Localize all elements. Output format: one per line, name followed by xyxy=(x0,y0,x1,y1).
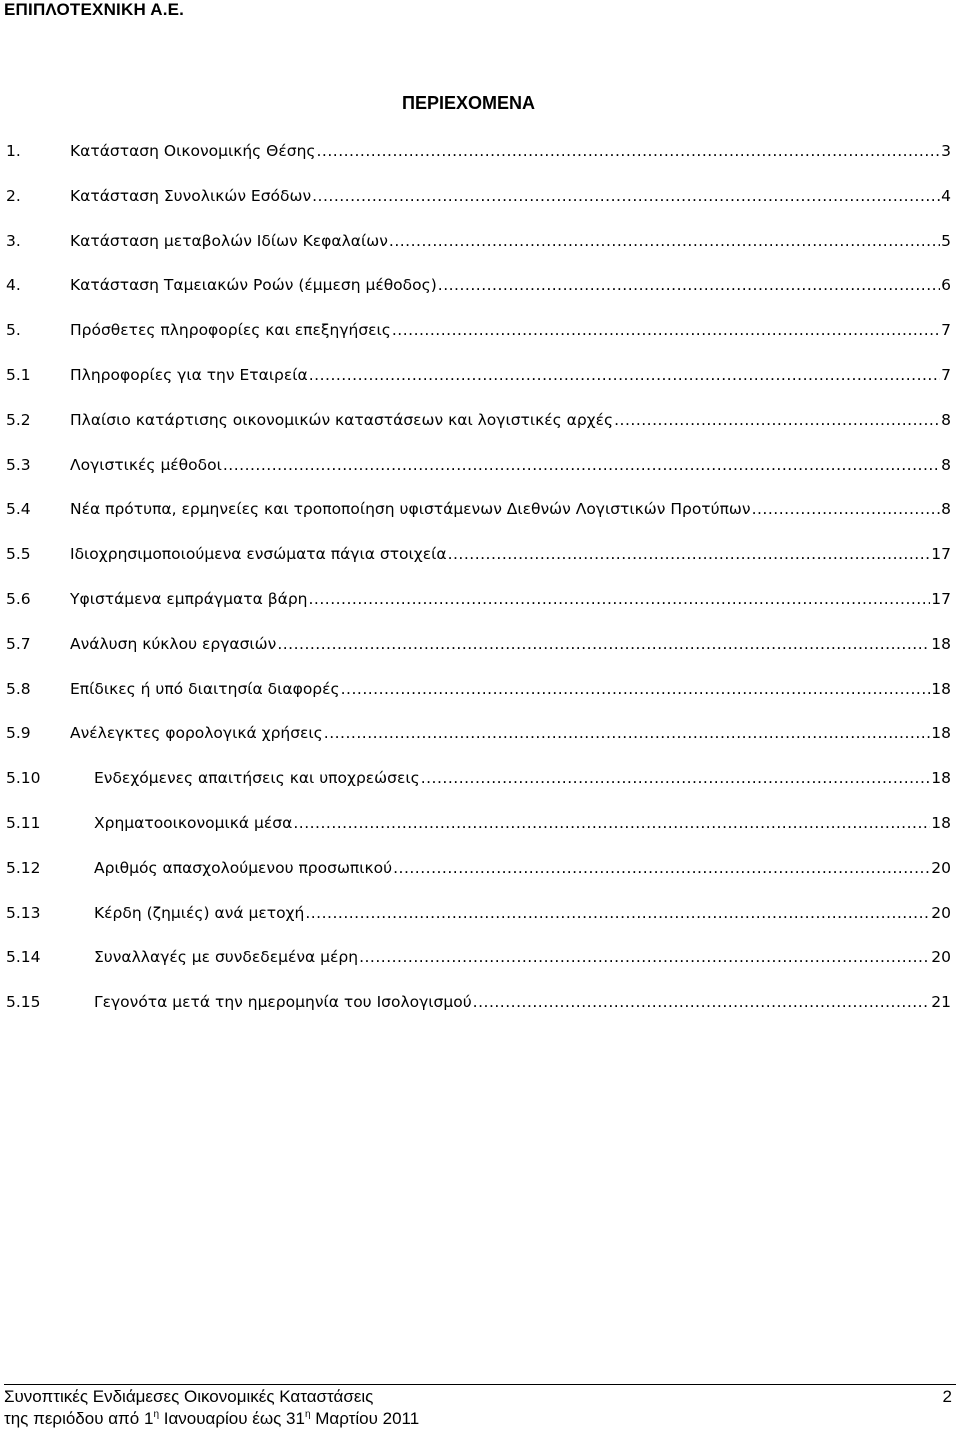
toc-entry-label: Επίδικες ή υπό διαιτησία διαφορές xyxy=(70,679,340,698)
toc-entry-number: 5.15 xyxy=(6,993,41,1012)
toc-entry-label: Ενδεχόμενες απαιτήσεις και υποχρεώσεις xyxy=(94,769,420,788)
toc-entry[interactable] xyxy=(6,633,951,655)
toc-entry-label: Κατάσταση Ταμειακών Ροών (έμμεση μέθοδος) xyxy=(70,276,437,295)
toc-dot-leader xyxy=(324,722,930,744)
toc-entry-number: 5.2 xyxy=(6,410,31,429)
toc-entry-number: 5.14 xyxy=(6,948,41,967)
toc-dot-leader xyxy=(223,454,940,476)
toc-dot-leader xyxy=(389,230,940,252)
toc-dot-leader xyxy=(614,409,940,431)
footer-period xyxy=(4,1409,419,1429)
toc-entry-number: 4. xyxy=(6,276,21,295)
toc-entry-page: 7 xyxy=(941,321,951,340)
toc-entry-label: Ιδιοχρησιμοποιούμενα ενσώματα πάγια στοιχεία xyxy=(70,545,447,564)
toc-entry-label: Συναλλαγές με συνδεδεμένα μέρη xyxy=(94,948,359,967)
toc-dot-leader xyxy=(309,364,940,386)
toc-entry[interactable] xyxy=(6,857,951,879)
toc-entry-page: 17 xyxy=(931,545,951,564)
toc-entry-label: Χρηματοοικονομικά μέσα xyxy=(94,814,293,832)
toc-entry-label: Πρόσθετες πληροφορίες και επεξηγήσεις xyxy=(70,321,391,340)
toc-entry-page: 4 xyxy=(941,186,951,205)
toc-entry-page: 21 xyxy=(931,993,951,1012)
toc-entry-page: 3 xyxy=(941,142,951,160)
toc-entry-label: Γεγονότα μετά την ημερομηνία του Ισολογισμού xyxy=(94,993,472,1012)
toc-entry-page: 5 xyxy=(941,231,951,250)
toc-entry-number: 3. xyxy=(6,231,21,250)
toc-entry[interactable] xyxy=(6,588,951,610)
toc-entry-page: 8 xyxy=(941,500,951,519)
toc-entry[interactable] xyxy=(6,319,951,341)
toc-dot-leader xyxy=(277,633,930,655)
toc-entry-number: 5.5 xyxy=(6,545,31,564)
toc-entry-label: Κατάσταση Οικονομικής Θέσης xyxy=(70,142,316,160)
toc-dot-leader xyxy=(308,588,930,610)
toc-entry[interactable] xyxy=(6,454,951,476)
toc-entry-number: 5.13 xyxy=(6,903,41,922)
toc-dot-leader xyxy=(359,946,930,968)
toc-entry-number: 5. xyxy=(6,321,21,340)
toc-dot-leader xyxy=(393,857,930,879)
toc-title: ΠΕΡΙΕΧΟΜΕΝΑ xyxy=(402,93,536,113)
toc-entry-page: 18 xyxy=(931,634,951,653)
toc-entry[interactable] xyxy=(6,409,951,431)
toc-entry[interactable] xyxy=(6,498,951,520)
toc-entry[interactable] xyxy=(6,274,951,296)
toc-entry-page: 8 xyxy=(941,455,951,474)
toc-entry-number: 5.10 xyxy=(6,769,41,788)
toc-entry[interactable] xyxy=(6,140,951,162)
toc-entry-number: 5.9 xyxy=(6,724,31,743)
toc-entry-page: 18 xyxy=(931,814,951,832)
toc-entry-label: Αριθμός απασχολούμενου προσωπικού xyxy=(94,858,393,877)
toc-entry-label: Υφιστάμενα εμπράγματα βάρη xyxy=(70,590,308,608)
toc-entry[interactable] xyxy=(6,946,951,968)
toc-entry[interactable] xyxy=(6,902,951,924)
toc-dot-leader xyxy=(438,274,940,296)
toc-entry-number: 5.7 xyxy=(6,634,31,653)
toc-entry-page: 6 xyxy=(941,276,951,295)
footer-period-sup1: η xyxy=(153,1409,159,1420)
toc-entry-label: Πλαίσιο κατάρτισης οικονομικών καταστάσεων και λογιστικές αρχές xyxy=(70,410,614,429)
toc-entry-page: 20 xyxy=(931,903,951,922)
toc-dot-leader xyxy=(293,812,930,834)
toc-entry-number: 5.4 xyxy=(6,500,31,519)
footer-period-part2: Ιανουαρίου έως 31 xyxy=(159,1409,305,1428)
toc-entry-page: 20 xyxy=(931,948,951,967)
toc-entry[interactable] xyxy=(6,812,951,834)
toc-entry[interactable] xyxy=(6,543,951,565)
toc-entry-page: 7 xyxy=(941,366,951,384)
toc-entry-label: Κέρδη (ζημιές) ανά μετοχή xyxy=(94,903,305,922)
toc-entry-number: 5.11 xyxy=(6,814,41,832)
toc-entry-number: 5.3 xyxy=(6,455,31,474)
toc-dot-leader xyxy=(312,185,940,207)
footer-document-title: Συνοπτικές Ενδιάμεσες Οικονομικές Καταστάσεις xyxy=(4,1387,374,1406)
toc-entry-label: Ανάλυση κύκλου εργασιών xyxy=(70,634,277,653)
toc-entry-label: Ανέλεγκτες φορολογικά χρήσεις xyxy=(70,724,323,743)
toc-dot-leader xyxy=(305,902,930,924)
toc-dot-leader xyxy=(473,991,931,1013)
toc-entry-page: 20 xyxy=(931,858,951,877)
toc-entry[interactable] xyxy=(6,767,951,789)
toc-entry[interactable] xyxy=(6,230,951,252)
toc-entry-label: Νέα πρότυπα, ερμηνείες και τροποποίηση υφιστάμενων Διεθνών Λογιστικών Προτύπων xyxy=(70,500,751,519)
toc-entry-page: 18 xyxy=(931,769,951,788)
toc-entry-label: Πληροφορίες για την Εταιρεία xyxy=(70,366,308,384)
footer-page-number: 2 xyxy=(942,1387,952,1406)
toc-entry-number: 2. xyxy=(6,186,21,205)
toc-entry-label: Κατάσταση μεταβολών Ιδίων Κεφαλαίων xyxy=(70,231,388,250)
toc-dot-leader xyxy=(392,319,940,341)
toc-entry-page: 8 xyxy=(941,410,951,429)
toc-entry[interactable] xyxy=(6,364,951,386)
footer-period-sup2: η xyxy=(304,1409,311,1420)
toc-dot-leader xyxy=(448,543,931,565)
toc-entry-number: 5.12 xyxy=(6,858,41,877)
toc-entry-page: 17 xyxy=(931,590,951,608)
toc-entry[interactable] xyxy=(6,185,951,207)
footer-divider xyxy=(4,1384,956,1385)
toc-entry-page: 18 xyxy=(931,679,951,698)
toc-entry-number: 5.1 xyxy=(6,366,31,384)
toc-dot-leader xyxy=(341,678,931,700)
toc-entry-number: 5.8 xyxy=(6,679,31,698)
toc-entry-label: Λογιστικές μέθοδοι xyxy=(70,455,222,474)
footer-period-part1: της περιόδου από 1 xyxy=(4,1409,154,1428)
toc-entry-number: 1. xyxy=(6,142,21,160)
toc-dot-leader xyxy=(752,498,941,520)
toc-entry[interactable] xyxy=(6,678,951,700)
toc-dot-leader xyxy=(317,140,941,162)
company-name: ΕΠΙΠΛΟΤΕΧΝΙΚΗ Α.Ε. xyxy=(4,0,185,19)
footer-period-part3: Μαρτίου 2011 xyxy=(310,1409,420,1428)
toc-dot-leader xyxy=(421,767,931,789)
toc-entry-number: 5.6 xyxy=(6,590,31,608)
toc-entry[interactable] xyxy=(6,991,951,1013)
toc-entry-page: 18 xyxy=(931,724,951,743)
toc-entry-label: Κατάσταση Συνολικών Εσόδων xyxy=(70,186,312,205)
toc-entry[interactable] xyxy=(6,722,951,744)
